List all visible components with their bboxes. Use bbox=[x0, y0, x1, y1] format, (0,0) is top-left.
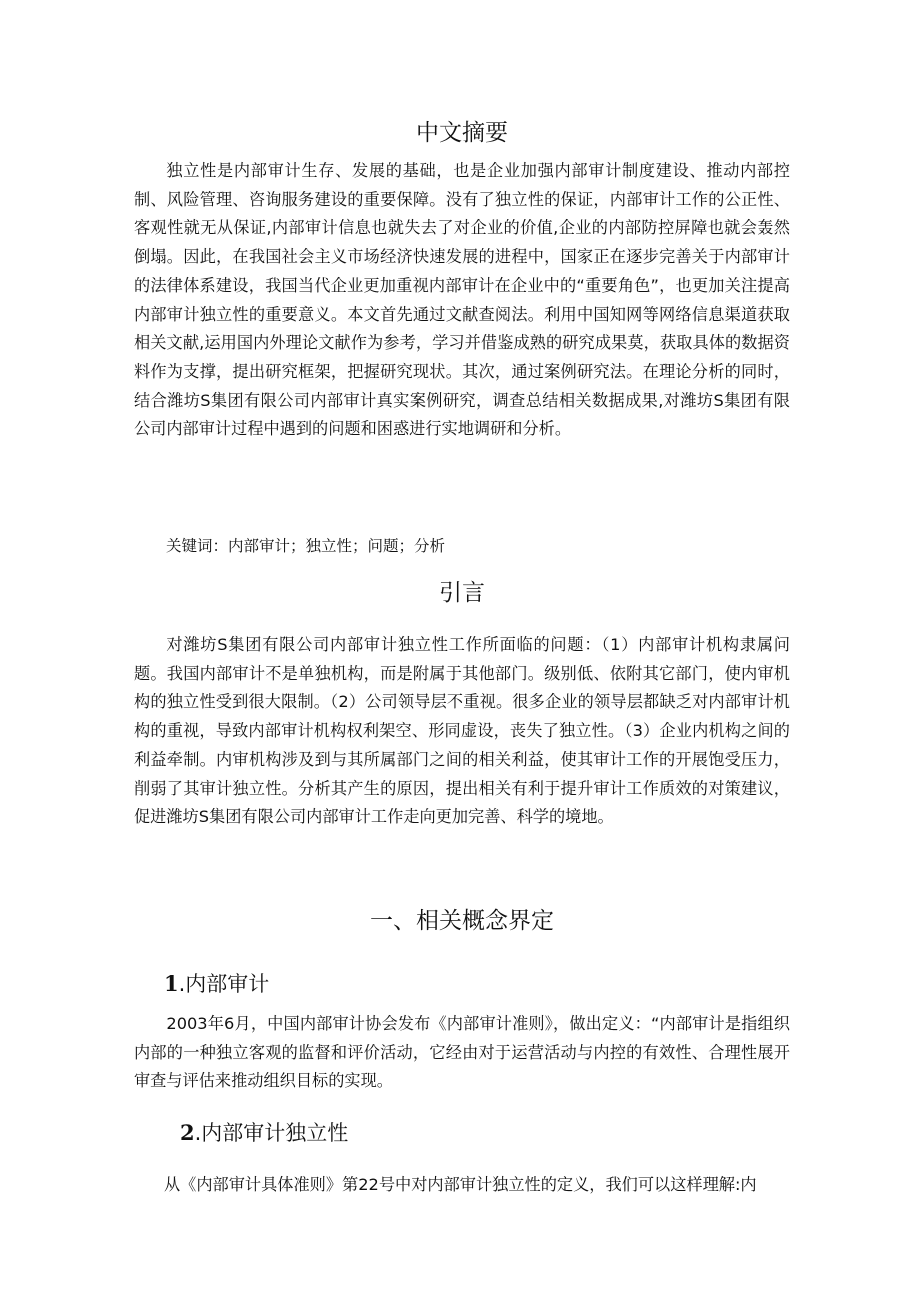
section1-title: 一、相关概念界定 bbox=[370, 908, 554, 934]
subsection-1-number: 1 bbox=[164, 971, 179, 996]
subsection-1-body: 2003年6月，中国内部审计协会发布《内部审计准则》，做出定义：“内部审计是指组织内部的一种独立客观的监督和评价活动，它经由对于运营活动与内控的有效性、合理性展开审查与评估来推动组织目标的实现。 bbox=[134, 1014, 790, 1091]
abstract-body: 独立性是内部审计生存、发展的基础，也是企业加强内部审计制度建设、推动内部控制、风险管理、咨询服务建设的重要保障。没有了独立性的保证，内部审计工作的公正性、客观性就无从保证,内部审计信息也就失去了对企业的价值,企业的内部防控屏障也就会轰然倒塌。因此，在我国社会主义市场经济快速发展的进程中，国家正在逐步完善关于内部审计的法律体系建设，我国当代企业更加重视内部审计在企业中的“重要角色”，也更加关注提高内部审计独立性的重要意义。本文首先通过文献查阅法。利用中国知网等网络信息渠道获取相关文献,运用国内外理论文献作为参考，学习并借鉴成熟的研究成果莫，获取具体的数据资料作为支撑，提出研究框架，把握研究现状。其次，通过案例研究法。在理论分析的同时，结合潍坊S集团有限公司内部审计真实案例研究，调查总结相关数据成果,对潍坊S集团有限公司内部审计过程中遇到的问题和困惑进行实地调研和分析。 bbox=[134, 161, 790, 439]
subsection-2-heading bbox=[180, 1118, 348, 1148]
subsection-2-number: 2 bbox=[180, 1120, 195, 1145]
subsection-1-title: .内部审计 bbox=[178, 972, 270, 996]
subsection-1-heading bbox=[164, 969, 269, 999]
subsection-2-body: 从《内部审计具体准则》第22号中对内部审计独立性的定义，我们可以这样理解:内 bbox=[164, 1175, 757, 1194]
abstract-title: 中文摘要 bbox=[416, 120, 508, 146]
intro-title: 引言 bbox=[439, 580, 485, 606]
intro-body: 对潍坊S集团有限公司内部审计独立性工作所面临的问题：（1）内部审计机构隶属问题。我国内部审计不是单独机构，而是附属于其他部门。级别低、依附其它部门，使内审机构的独立性受到很大限制。（2）公司领导层不重视。很多企业的领导层都缺乏对内部审计机构的重视，导致内部审计机构权利架空、形同虚设，丧失了独立性。（3）企业内机构之间的利益牵制。内审机构涉及到与其所属部门之间的相关利益，使其审计工作的开展饱受压力，削弱了其审计独立性。分析其产生的原因，提出相关有利于提升审计工作质效的对策建议，促进潍坊S集团有限公司内部审计工作走向更加完善、科学的境地。 bbox=[134, 635, 790, 827]
subsection-2-title: .内部审计独立性 bbox=[194, 1121, 349, 1145]
keywords: 关键词：内部审计；独立性；问题；分析 bbox=[166, 537, 446, 555]
